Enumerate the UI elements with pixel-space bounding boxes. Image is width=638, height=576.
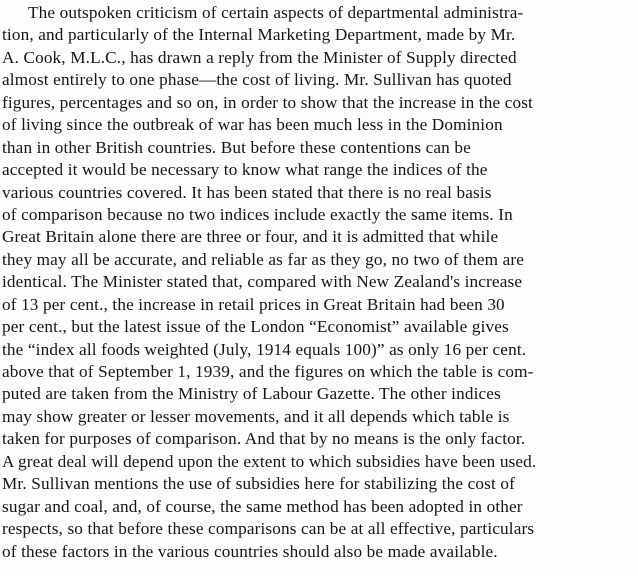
article-line: of these factors in the various countries should also be made available.: [2, 541, 498, 561]
article-column: [2, 2, 638, 563]
article-line: A great deal will depend upon the extent to which subsidies have been used.: [2, 451, 537, 471]
article-line: the “index all foods weighted (July, 1914 equals 100)” as only 16 per cent.: [2, 339, 527, 359]
article-line: Great Britain alone there are three or four, and it is admitted that while: [2, 227, 499, 247]
article-line: almost entirely to one phase—the cost of living. Mr. Sullivan has quoted: [2, 70, 512, 90]
article-line: of living since the outbreak of war has been much less in the Dominion: [2, 115, 503, 135]
article-line: identical. The Minister stated that, compared with New Zealand's increase: [2, 272, 523, 292]
article-line: figures, percentages and so on, in order to show that the increase in the cost: [2, 92, 533, 112]
article-line: of 13 per cent., the increase in retail prices in Great Britain had been 30: [2, 294, 505, 314]
article-line: various countries covered. It has been stated that there is no real basis: [2, 182, 492, 202]
article-line: above that of September 1, 1939, and the figures on which the table is com-: [2, 362, 534, 381]
article-line: tion, and particularly of the Internal Marketing Department, made by Mr.: [2, 25, 516, 45]
article-line: respects, so that before these comparisons can be at all effective, particulars: [2, 519, 535, 539]
article-line: they may all be accurate, and reliable as far as they go, no two of them are: [2, 249, 525, 269]
article-line: Mr. Sullivan mentions the use of subsidies here for stabilizing the cost of: [2, 474, 515, 494]
article-line: may show greater or lesser movements, and it all depends which table is: [2, 406, 510, 426]
article-line: A. Cook, M.L.C., has drawn a reply from the Minister of Supply directed: [2, 47, 517, 67]
article-line: accepted it would be necessary to know what range the indices of the: [2, 160, 488, 180]
article-line: per cent., but the latest issue of the London “Economist” available gives: [2, 317, 509, 337]
article-line: sugar and coal, and, of course, the same method has been adopted in other: [2, 496, 523, 516]
article-line: than in other British countries. But before these contentions can be: [2, 137, 471, 157]
article-line: The outspoken criticism of certain aspects of departmental administra-: [28, 3, 524, 22]
article-line: of comparison because no two indices include exactly the same items. In: [2, 204, 513, 224]
article-line: taken for purposes of comparison. And that by no means is the only factor.: [2, 429, 526, 449]
article-line: puted are taken from the Ministry of Labour Gazette. The other indices: [2, 384, 501, 404]
